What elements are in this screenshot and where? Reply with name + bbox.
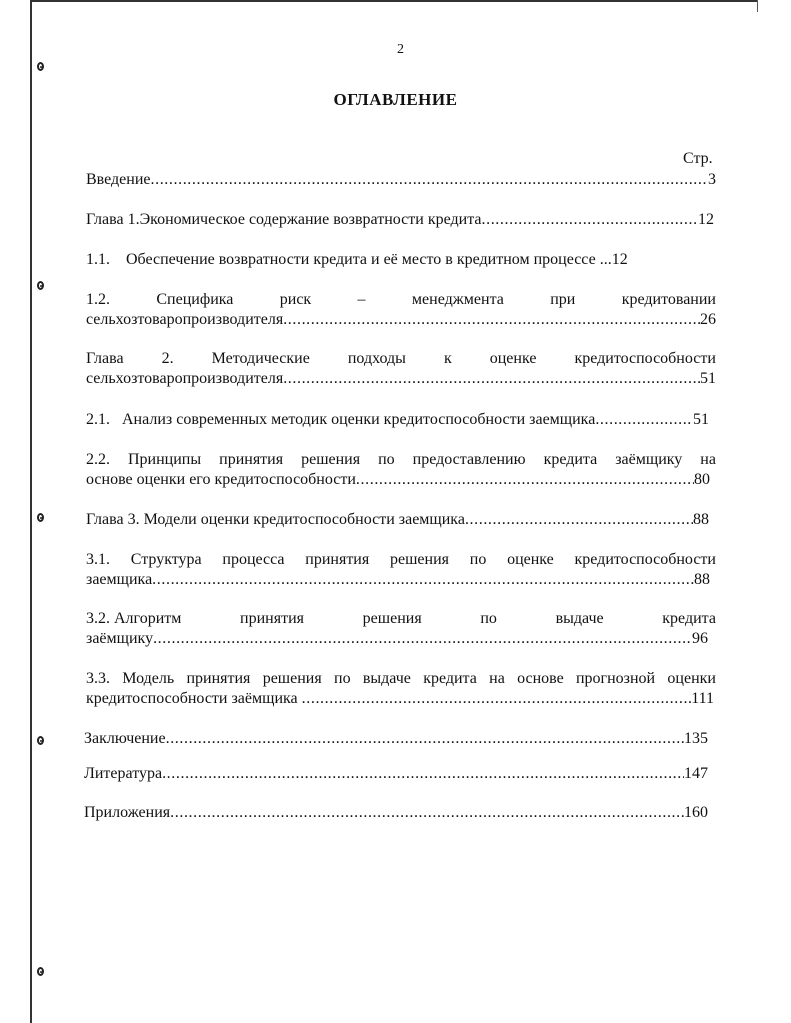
toc-word: 3.1. xyxy=(86,551,110,568)
toc-word: по xyxy=(469,551,487,568)
toc-word: принятия xyxy=(240,610,305,627)
toc-label: Приложения xyxy=(84,804,171,821)
toc-page: 135 xyxy=(684,730,708,747)
toc-label: кредитоспособности заёмщика xyxy=(86,690,302,707)
toc-entry-chapter-3[interactable] xyxy=(86,510,709,530)
leader-dots xyxy=(482,210,699,230)
toc-word: принятия xyxy=(219,451,284,468)
toc-label: Заключение xyxy=(84,730,166,747)
toc-page: 147 xyxy=(684,765,708,782)
toc-word: 3.2. Алгоритм xyxy=(86,610,182,627)
scan-border-right xyxy=(757,0,758,12)
toc-word: предоставлению xyxy=(412,451,526,468)
toc-page: 88 xyxy=(693,511,709,528)
toc-page: 3 xyxy=(708,171,716,188)
toc-word: процесса xyxy=(222,551,285,568)
toc-label: заёмщику xyxy=(86,630,154,647)
toc-word: решения xyxy=(262,670,322,687)
toc-word: по xyxy=(378,451,395,468)
toc-word: менеджмента xyxy=(411,291,504,308)
leader-dots xyxy=(283,369,700,389)
toc-label: Литература xyxy=(84,765,163,782)
leader-dots xyxy=(153,629,692,649)
leader-dots xyxy=(166,729,684,749)
toc-entry-literature[interactable] xyxy=(84,764,708,784)
scan-border-left xyxy=(30,0,32,1023)
leader-dots xyxy=(302,689,692,709)
toc-page: 88 xyxy=(694,571,710,588)
toc-page: 160 xyxy=(684,804,708,821)
leader-dots xyxy=(170,803,684,823)
toc-word: кредитовании xyxy=(621,291,716,308)
toc-word: подходы xyxy=(347,350,406,367)
toc-label: сельхозтоваропроизводителя xyxy=(86,370,284,387)
toc-entry-chapter-1[interactable] xyxy=(86,210,714,230)
toc-word: решения xyxy=(301,451,361,468)
toc-entry-1-2[interactable] xyxy=(86,290,716,330)
toc-page: 26 xyxy=(700,311,716,328)
toc-word: Модель xyxy=(122,670,175,687)
punch-hole-icon xyxy=(37,513,44,522)
punch-hole-icon xyxy=(37,736,44,745)
leader-dots xyxy=(595,410,693,430)
toc-entry-3-2[interactable] xyxy=(86,609,716,649)
toc-label: Введение xyxy=(86,171,151,188)
toc-word: на xyxy=(700,451,716,468)
toc-label: Глава 1.Экономическое содержание возвратности кредита xyxy=(86,211,482,228)
toc-page: 96 xyxy=(692,630,708,647)
toc-word: оценки xyxy=(667,670,716,687)
punch-hole-icon xyxy=(37,967,44,976)
toc-word: кредита xyxy=(662,610,716,627)
toc-entry-conclusion[interactable] xyxy=(84,729,708,749)
toc-label: сельхозтоваропроизводителя xyxy=(86,311,284,328)
toc-word: кредита xyxy=(423,670,477,687)
toc-entry-2-2[interactable] xyxy=(86,450,716,490)
punch-hole-icon xyxy=(37,62,44,71)
toc-word: к xyxy=(443,350,452,367)
toc-word: кредитоспособности xyxy=(574,551,716,568)
toc-word: по xyxy=(334,670,351,687)
toc-word: основе xyxy=(517,670,564,687)
toc-label: 2.1. Анализ современных методик оценки кредитоспособности заемщика xyxy=(86,411,596,428)
toc-page: 12 xyxy=(698,211,714,228)
toc-page: 51 xyxy=(700,370,716,387)
toc-word: 1.2. xyxy=(86,291,110,308)
toc-label: основе оценки его кредитоспособности xyxy=(86,471,356,488)
page-number: 2 xyxy=(397,42,404,57)
toc-word: Глава xyxy=(86,350,124,367)
toc-number: 1.1. xyxy=(86,251,110,268)
toc-word: выдаче xyxy=(362,670,411,687)
toc-entry-intro[interactable] xyxy=(86,170,716,190)
toc-word: риск xyxy=(279,291,312,308)
toc-entry-3-3[interactable] xyxy=(86,669,716,709)
toc-word: Специфика xyxy=(156,291,234,308)
toc-word: 3.3. xyxy=(86,670,110,687)
toc-word: – xyxy=(357,291,366,308)
toc-word: на xyxy=(489,670,505,687)
toc-word: Принципы xyxy=(128,451,202,468)
toc-word: решения xyxy=(389,551,449,568)
toc-word: принятия xyxy=(186,670,251,687)
toc-word: 2. xyxy=(161,350,174,367)
toc-word: оценке xyxy=(489,350,537,367)
page-column-header: Стр. xyxy=(683,150,713,167)
toc-label: Глава 3. Модели оценки кредитоспособности заемщика xyxy=(86,511,465,528)
toc-label: Обеспечение возвратности кредита и её место в кредитном процессе ...12 xyxy=(126,251,628,268)
toc-entry-appendices[interactable] xyxy=(84,803,708,823)
leader-dots xyxy=(283,310,700,330)
toc-word: по xyxy=(480,610,497,627)
toc-word: принятия xyxy=(305,551,370,568)
toc-entry-2-1[interactable] xyxy=(86,410,709,430)
toc-word: выдаче xyxy=(555,610,604,627)
toc-word: Структура xyxy=(130,551,202,568)
leader-dots xyxy=(356,470,694,490)
leader-dots xyxy=(151,170,709,190)
toc-word: заёмщику xyxy=(615,451,683,468)
scan-border-top xyxy=(30,0,758,2)
toc-entry-chapter-2[interactable] xyxy=(86,349,716,389)
toc-entry-3-1[interactable] xyxy=(86,550,716,590)
leader-dots xyxy=(152,570,694,590)
toc-word: кредитоспособности xyxy=(574,350,716,367)
toc-word: прогнозной xyxy=(575,670,656,687)
leader-dots xyxy=(162,764,684,784)
toc-word: решения xyxy=(362,610,422,627)
page-title: ОГЛАВЛЕНИЕ xyxy=(333,90,458,109)
toc-word: Методические xyxy=(211,350,310,367)
toc-word: кредита xyxy=(543,451,598,468)
toc-word: при xyxy=(550,291,576,308)
toc-page: 80 xyxy=(694,471,710,488)
toc-page: 111 xyxy=(691,690,714,707)
toc-entry-1-1[interactable] xyxy=(86,250,716,270)
toc-word: 2.2. xyxy=(86,451,110,468)
punch-hole-icon xyxy=(37,281,44,290)
leader-dots xyxy=(465,510,693,530)
toc-page: 51 xyxy=(693,411,709,428)
toc-word: оценке xyxy=(507,551,554,568)
toc-label: заемщика xyxy=(86,571,153,588)
